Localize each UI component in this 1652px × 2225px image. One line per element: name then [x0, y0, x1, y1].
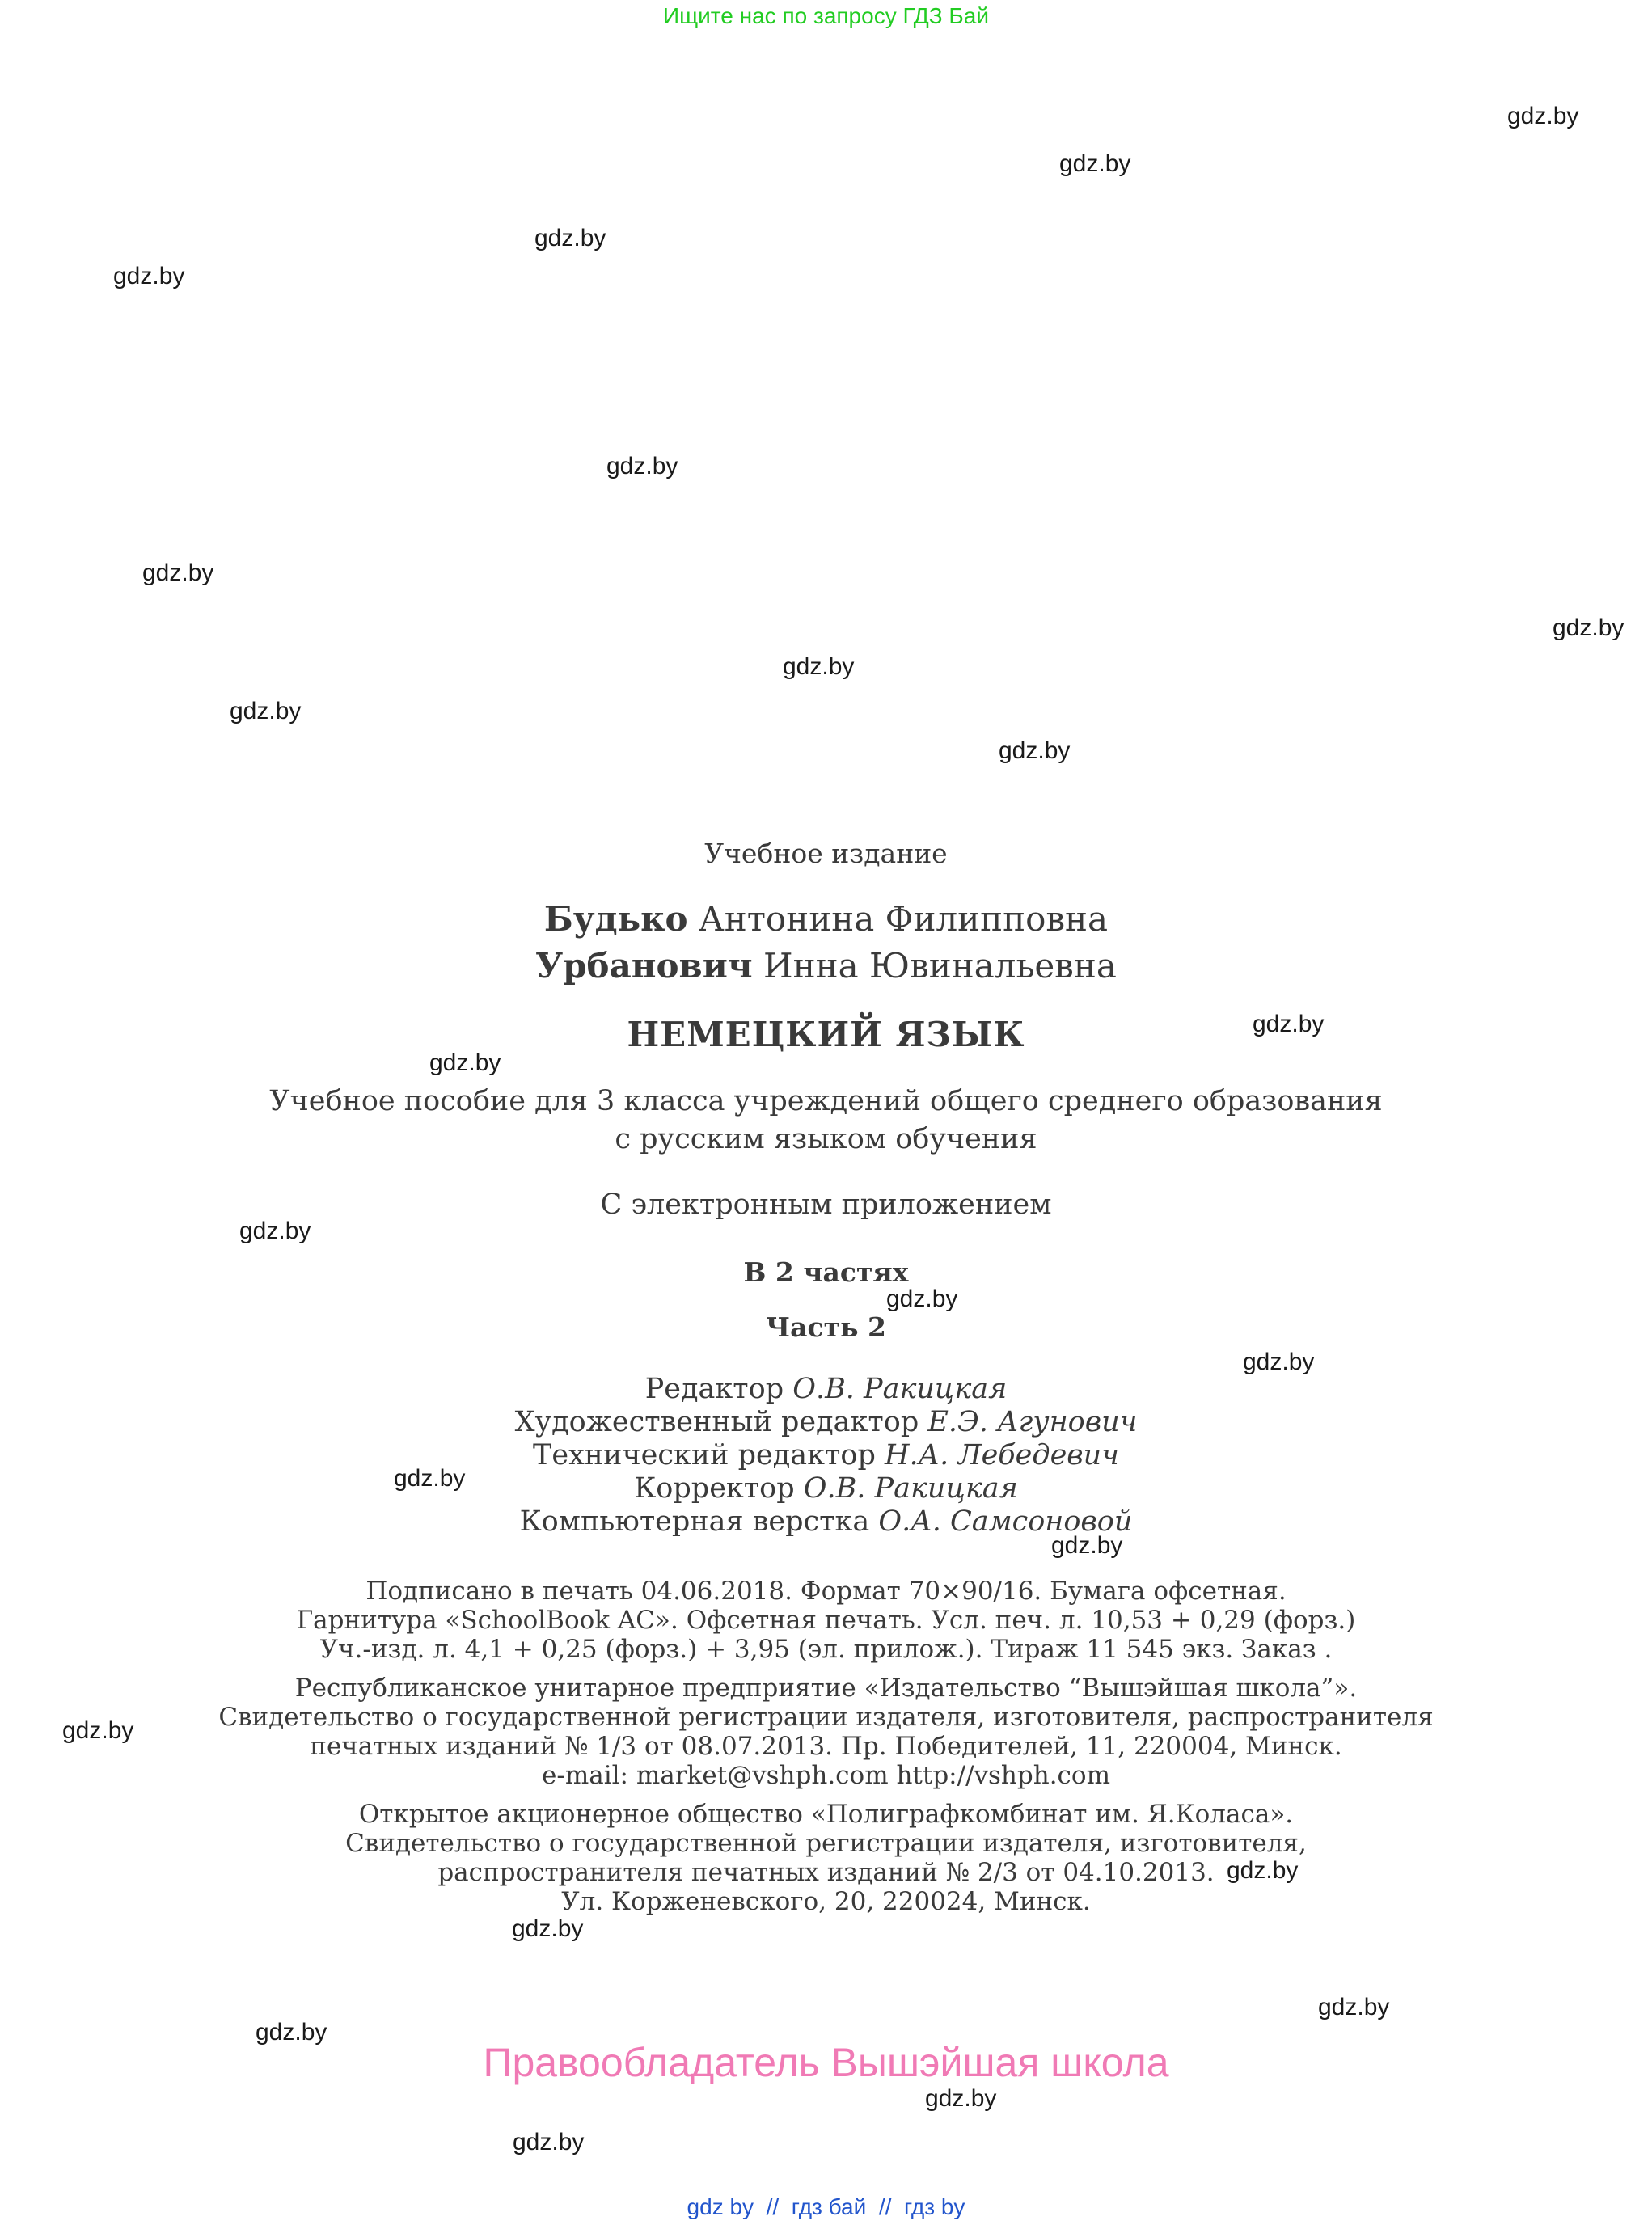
print-info-line: Уч.-изд. л. 4,1 + 0,25 (форз.) + 3,95 (эл. прилож.). Тираж 11 545 экз. Заказ .: [319, 1635, 1333, 1664]
publisher-info-line: печатных изданий № 1/3 от 08.07.2013. Пр. Победителей, 11, 220004, Минск.: [310, 1732, 1342, 1761]
watermark: gdz.by: [783, 653, 855, 680]
watermark: gdz.by: [1318, 1994, 1390, 2020]
footer-separator: //: [766, 2194, 780, 2219]
printer-info-line: Свидетельство о государственной регистрации издателя, изготовителя,: [345, 1829, 1307, 1858]
footer-link-gdz-bai[interactable]: гдз бай: [791, 2194, 867, 2219]
staff-role: Технический редактор: [533, 1439, 876, 1471]
staff-name: Е.Э. Агунович: [927, 1406, 1138, 1438]
watermark: gdz.by: [512, 1915, 584, 1942]
staff-name: О.В. Ракицкая: [792, 1373, 1008, 1405]
staff-line: [0, 1472, 1652, 1505]
watermark: gdz.by: [230, 698, 302, 724]
staff-line: [0, 1406, 1652, 1438]
author-given-name: Антонина Филипповна: [698, 899, 1109, 939]
staff-name: О.В. Ракицкая: [803, 1472, 1018, 1505]
staff-role: Редактор: [644, 1373, 784, 1405]
footer-link-gdz-by-cyr[interactable]: гдз by: [903, 2194, 965, 2219]
footer-separator: //: [878, 2194, 892, 2219]
watermark: gdz.by: [1553, 614, 1625, 641]
staff-line: [0, 1373, 1652, 1405]
watermark: gdz.by: [534, 225, 606, 251]
watermark: gdz.by: [1507, 103, 1579, 129]
watermark: gdz.by: [513, 2129, 585, 2155]
watermark: gdz.by: [1059, 150, 1131, 177]
publisher-contact: e-mail: market@vshph.com http://vshph.com: [542, 1761, 1110, 1790]
part-number: Часть 2: [766, 1311, 886, 1343]
watermark: gdz.by: [925, 2085, 997, 2112]
staff-name: О.А. Самсоновой: [878, 1505, 1133, 1538]
staff-role: Художественный редактор: [514, 1406, 919, 1438]
staff-name: Н.А. Лебедевич: [884, 1439, 1119, 1471]
edition-type: Учебное издание: [704, 838, 948, 869]
supplement-note: С электронным приложением: [600, 1188, 1052, 1221]
watermark: gdz.by: [256, 2019, 327, 2046]
watermark: gdz.by: [1227, 1857, 1299, 1884]
search-banner: Ищите нас по запросу ГДЗ Бай: [662, 3, 990, 28]
watermark: gdz.by: [886, 1286, 958, 1312]
watermark: gdz.by: [429, 1049, 501, 1076]
footer-links: [0, 2194, 1652, 2220]
watermark: gdz.by: [239, 1218, 311, 1244]
staff-line: [0, 1505, 1652, 1538]
parts-total: В 2 частях: [743, 1256, 909, 1288]
print-info-line: Гарнитура «SchoolBook AC». Офсетная печать. Усл. печ. л. 10,53 + 0,29 (форз.): [296, 1606, 1356, 1635]
watermark: gdz.by: [999, 737, 1071, 764]
watermark: gdz.by: [1051, 1532, 1123, 1559]
watermark: gdz.by: [142, 559, 214, 586]
watermark: gdz.by: [62, 1717, 134, 1744]
print-info-line: Подписано в печать 04.06.2018. Формат 70×90/16. Бумага офсетная.: [365, 1577, 1287, 1606]
author-given-name: Инна Ювинальевна: [763, 946, 1117, 986]
author-surname: Урбанович: [535, 946, 753, 986]
staff-line: [0, 1439, 1652, 1471]
subtitle-line: Учебное пособие для 3 класса учреждений общего среднего образования: [269, 1085, 1383, 1117]
publisher-info-line: Республиканское унитарное предприятие «Издательство “Вышэйшая школа”».: [294, 1674, 1358, 1703]
author-surname: Будько: [543, 899, 688, 939]
staff-role: Компьютерная верстка: [519, 1505, 870, 1538]
printer-info-line: распространителя печатных изданий № 2/3 от 04.10.2013.: [437, 1858, 1215, 1887]
author: [0, 946, 1652, 986]
staff-role: Корректор: [634, 1472, 795, 1505]
rights-holder: Правообладатель Вышэйшая школа: [483, 2040, 1169, 2085]
subtitle-line: с русским языком обучения: [615, 1123, 1037, 1155]
author: [0, 899, 1652, 939]
watermark: gdz.by: [1253, 1011, 1325, 1037]
printer-info-line: Открытое акционерное общество «Полиграфкомбинат им. Я.Коласа».: [358, 1800, 1294, 1829]
printer-info-line: Ул. Корженевского, 20, 220024, Минск.: [561, 1887, 1091, 1916]
watermark: gdz.by: [1243, 1349, 1315, 1375]
publisher-info-line: Свидетельство о государственной регистрации издателя, изготовителя, распространителя: [218, 1703, 1434, 1732]
book-title: НЕМЕЦКИЙ ЯЗЫК: [627, 1015, 1025, 1054]
watermark: gdz.by: [606, 453, 678, 479]
footer-link-gdz-by[interactable]: gdz by: [687, 2194, 754, 2219]
watermark: gdz.by: [113, 263, 185, 289]
watermark: gdz.by: [394, 1465, 466, 1492]
